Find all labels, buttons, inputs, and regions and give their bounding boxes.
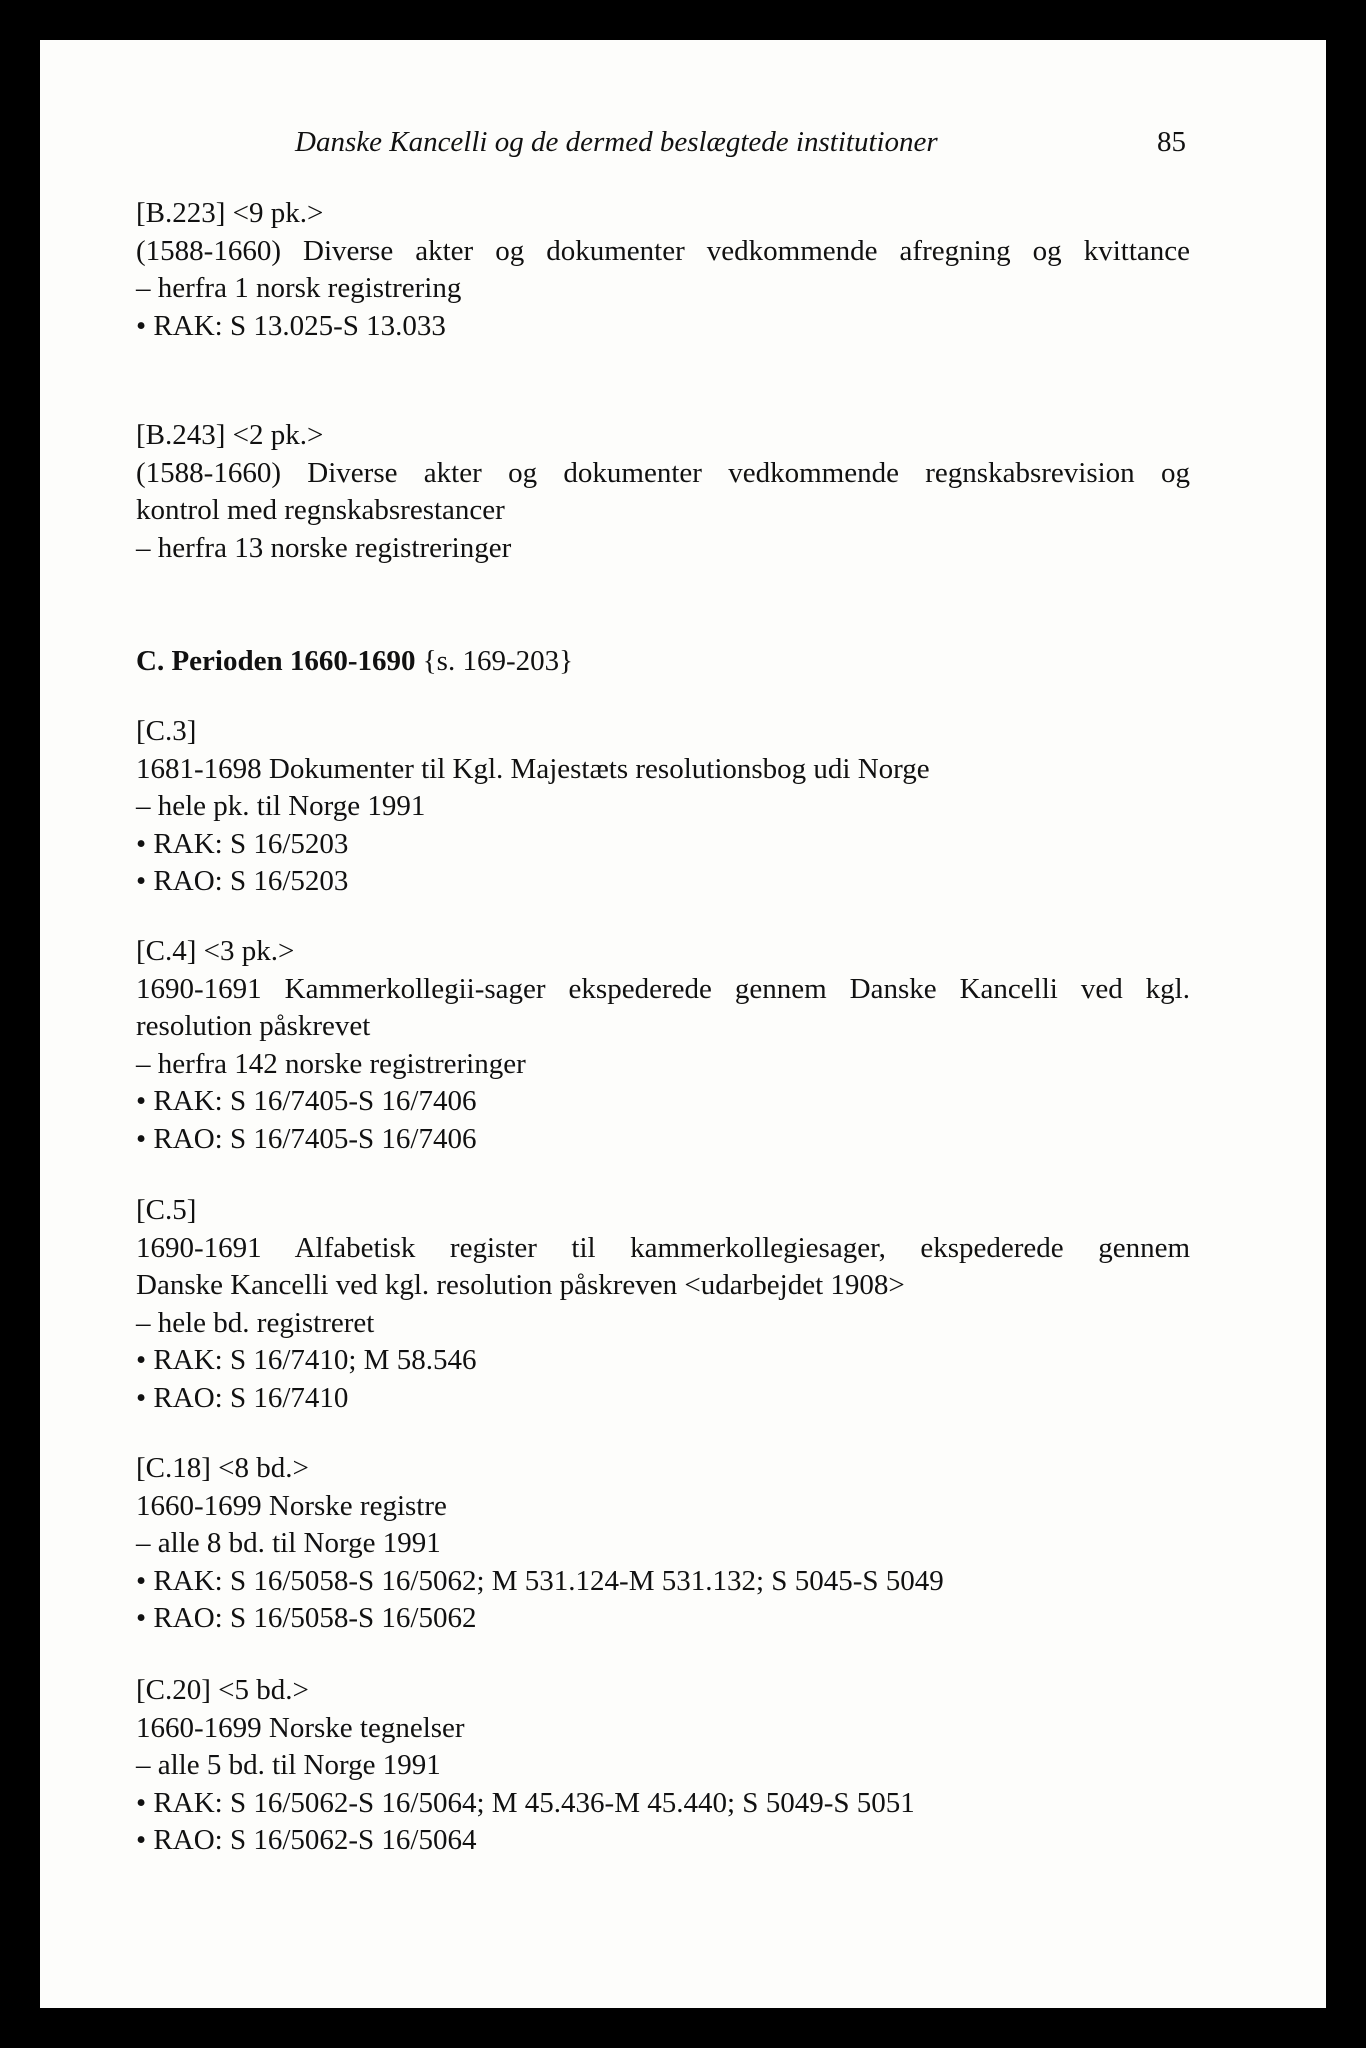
entry-c5 — [136, 1192, 1190, 1417]
entry-line: – alle 5 bd. til Norge 1991 — [136, 1749, 441, 1781]
entry-line: (1588-1660) Diverse akter og dokumenter vedkommende afregning og kvittance — [136, 234, 1190, 267]
entry-line: • RAK: S 16/7410; M 58.546 — [136, 1344, 477, 1376]
running-header-title: Danske Kancelli og de dermed beslægtede institutioner — [295, 126, 938, 158]
entry-line: 1681-1698 Dokumenter til Kgl. Majestæts resolutionsbog udi Norge — [136, 752, 930, 785]
entry-line: • RAK: S 16/5062-S 16/5064; M 45.436-M 45.440; S 5049-S 5051 — [136, 1786, 915, 1819]
page-number: 85 — [1157, 126, 1186, 158]
entry-line: – alle 8 bd. til Norge 1991 — [136, 1527, 441, 1559]
entry-line: • RAO: S 16/5203 — [136, 865, 349, 897]
entry-line: • RAO: S 16/5058-S 16/5062 — [136, 1602, 477, 1634]
section-heading-title: C. Perioden 1660-1690 — [136, 645, 416, 677]
entry-line: [C.3] — [136, 715, 197, 747]
section-heading-pages: {s. 169-203} — [422, 645, 574, 677]
entry-line: [C.4] <3 pk.> — [136, 935, 295, 967]
entry-line: 1690-1691 Alfabetisk register til kammerkollegiesager, ekspederede gennem — [136, 1231, 1190, 1264]
entry-line: • RAO: S 16/5062-S 16/5064 — [136, 1824, 477, 1856]
entry-line: [B.243] <2 pk.> — [136, 419, 324, 451]
entry-c18 — [136, 1450, 1190, 1638]
entry-c4 — [136, 933, 1190, 1158]
entry-line: • RAK: S 16/5058-S 16/5062; M 531.124-M 531.132; S 5045-S 5049 — [136, 1564, 944, 1597]
entry-line: – herfra 142 norske registreringer — [136, 1047, 526, 1080]
entry-line: Danske Kancelli ved kgl. resolution påskreven <udarbejdet 1908> — [136, 1269, 905, 1301]
entry-line: – hele bd. registreret — [136, 1306, 375, 1339]
entry-line: [C.20] <5 bd.> — [136, 1674, 309, 1706]
entry-line: kontrol med regnskabsrestancer — [136, 494, 505, 526]
document-page — [40, 40, 1326, 2008]
entry-line: (1588-1660) Diverse akter og dokumenter vedkommende regnskabsrevision og — [136, 456, 1190, 489]
running-header — [136, 126, 1190, 166]
entry-line: • RAO: S 16/7405-S 16/7406 — [136, 1122, 477, 1155]
entry-line: – herfra 1 norsk registrering — [136, 272, 462, 304]
entry-line: [B.223] <9 pk.> — [136, 197, 324, 229]
entry-line: 1660-1699 Norske tegnelser — [136, 1711, 465, 1744]
entry-line: [C.5] — [136, 1194, 197, 1226]
entry-line: • RAK: S 16/5203 — [136, 827, 349, 860]
entry-b243 — [136, 417, 1190, 567]
entry-line: – herfra 13 norske registreringer — [136, 531, 512, 564]
entry-line: • RAK: S 16/7405-S 16/7406 — [136, 1085, 477, 1117]
entry-line: • RAO: S 16/7410 — [136, 1381, 349, 1414]
entry-line: • RAK: S 13.025-S 13.033 — [136, 309, 446, 342]
entry-line: – hele pk. til Norge 1991 — [136, 790, 426, 822]
entry-c20 — [136, 1672, 1190, 1860]
entry-line: 1660-1699 Norske registre — [136, 1489, 447, 1522]
entry-c3 — [136, 713, 1190, 901]
entry-b223 — [136, 195, 1190, 345]
entry-line: resolution påskrevet — [136, 1010, 371, 1042]
entry-line: [C.18] <8 bd.> — [136, 1452, 309, 1484]
entry-line: 1690-1691 Kammerkollegii-sager ekspederede gennem Danske Kancelli ved kgl. — [136, 972, 1190, 1005]
section-heading — [136, 643, 573, 681]
